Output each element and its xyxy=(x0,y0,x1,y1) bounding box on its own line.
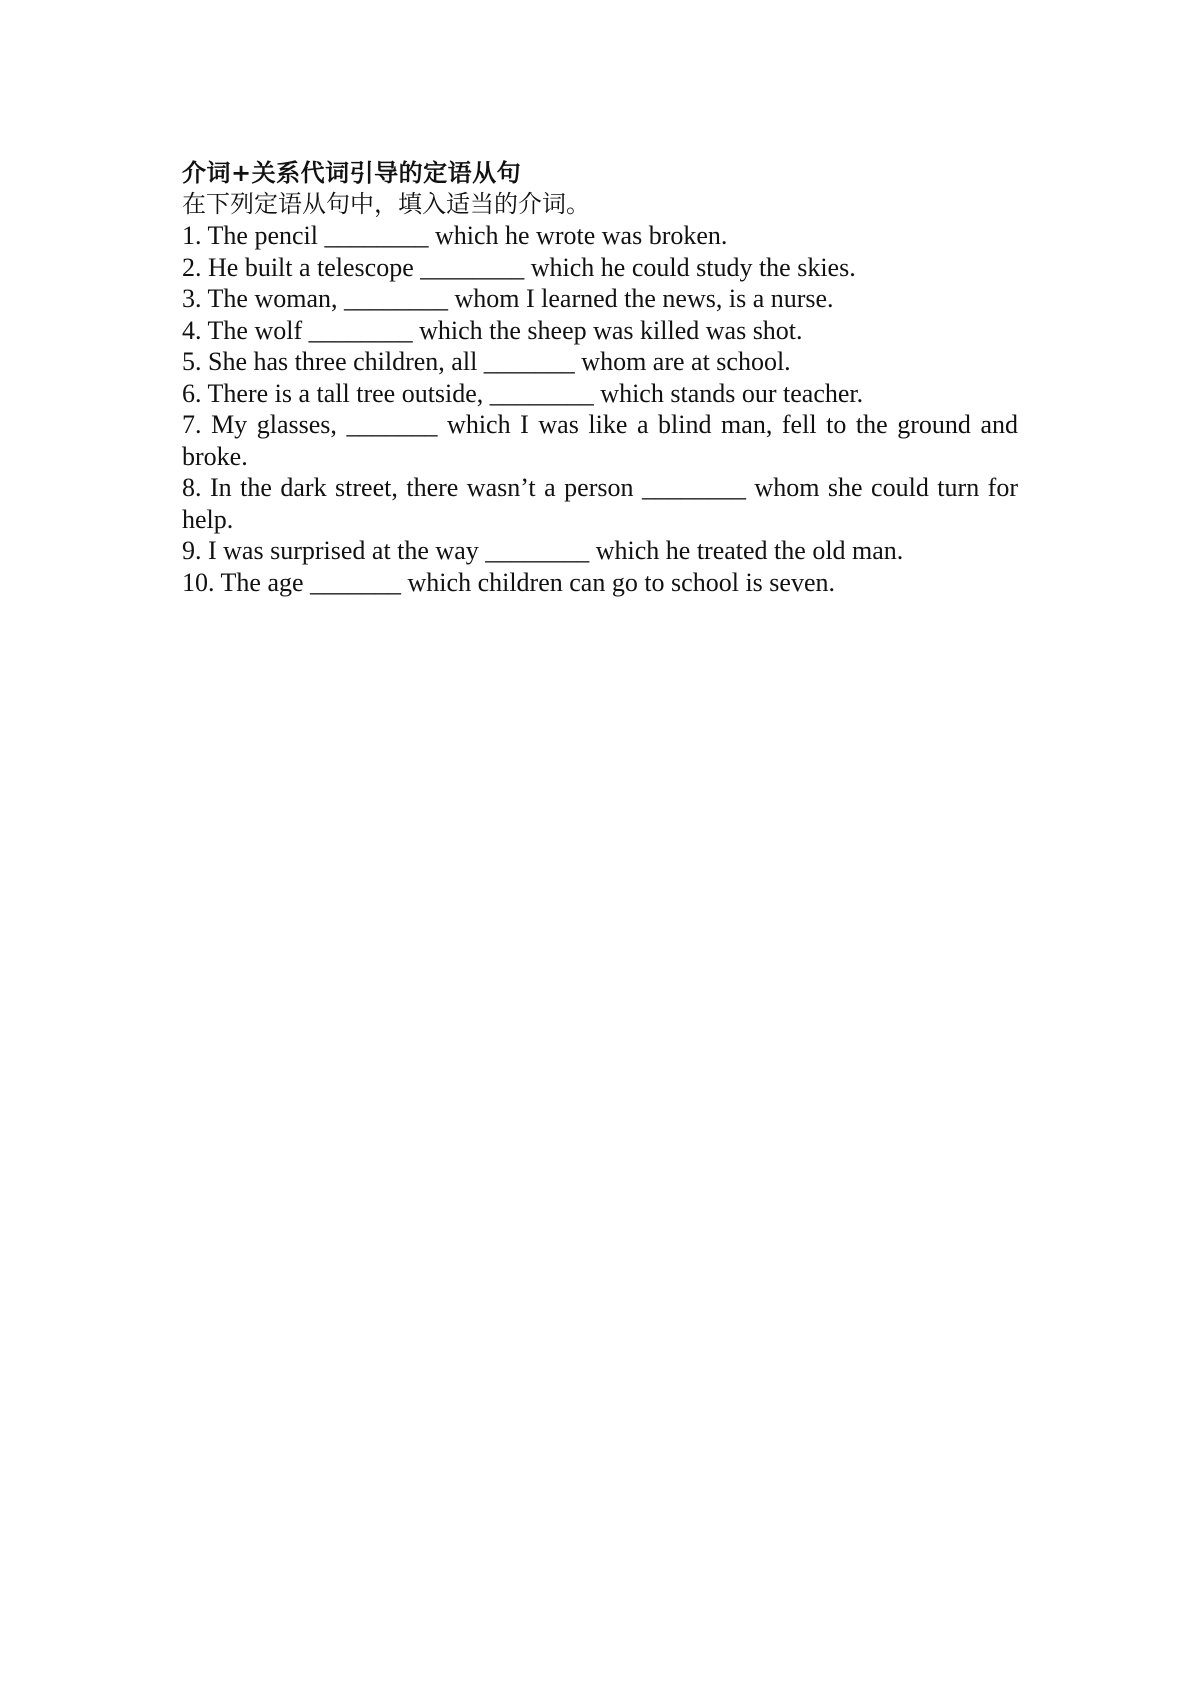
question-7: 7. My glasses, _______ which I was like a blind man, fell to the ground and broke. xyxy=(182,410,1018,471)
question-5: 5. She has three children, all _______ whom are at school. xyxy=(182,347,791,376)
question-4: 4. The wolf ________ which the sheep was killed was shot. xyxy=(182,315,803,345)
question-9: 9. I was surprised at the way ________ which he treated the old man. xyxy=(182,536,904,565)
question-3: 3. The woman, ________ whom I learned the news, is a nurse. xyxy=(182,284,834,313)
question-6: 6. There is a tall tree outside, ________ which stands our teacher. xyxy=(182,378,864,408)
question-8: 8. In the dark street, there wasn’t a person ________ whom she could turn for help. xyxy=(182,473,1018,534)
worksheet-instruction: 在下列定语从句中，填入适当的介词。 xyxy=(182,190,590,218)
question-1: 1. The pencil ________ which he wrote was broken. xyxy=(182,221,728,250)
question-list xyxy=(182,220,1018,598)
worksheet-title: 介词+关系代词引导的定语从句 xyxy=(182,159,522,187)
worksheet-content xyxy=(182,158,1018,598)
question-2: 2. He built a telescope ________ which he could study the skies. xyxy=(182,252,856,282)
question-10: 10. The age _______ which children can go to school is seven. xyxy=(182,567,835,597)
